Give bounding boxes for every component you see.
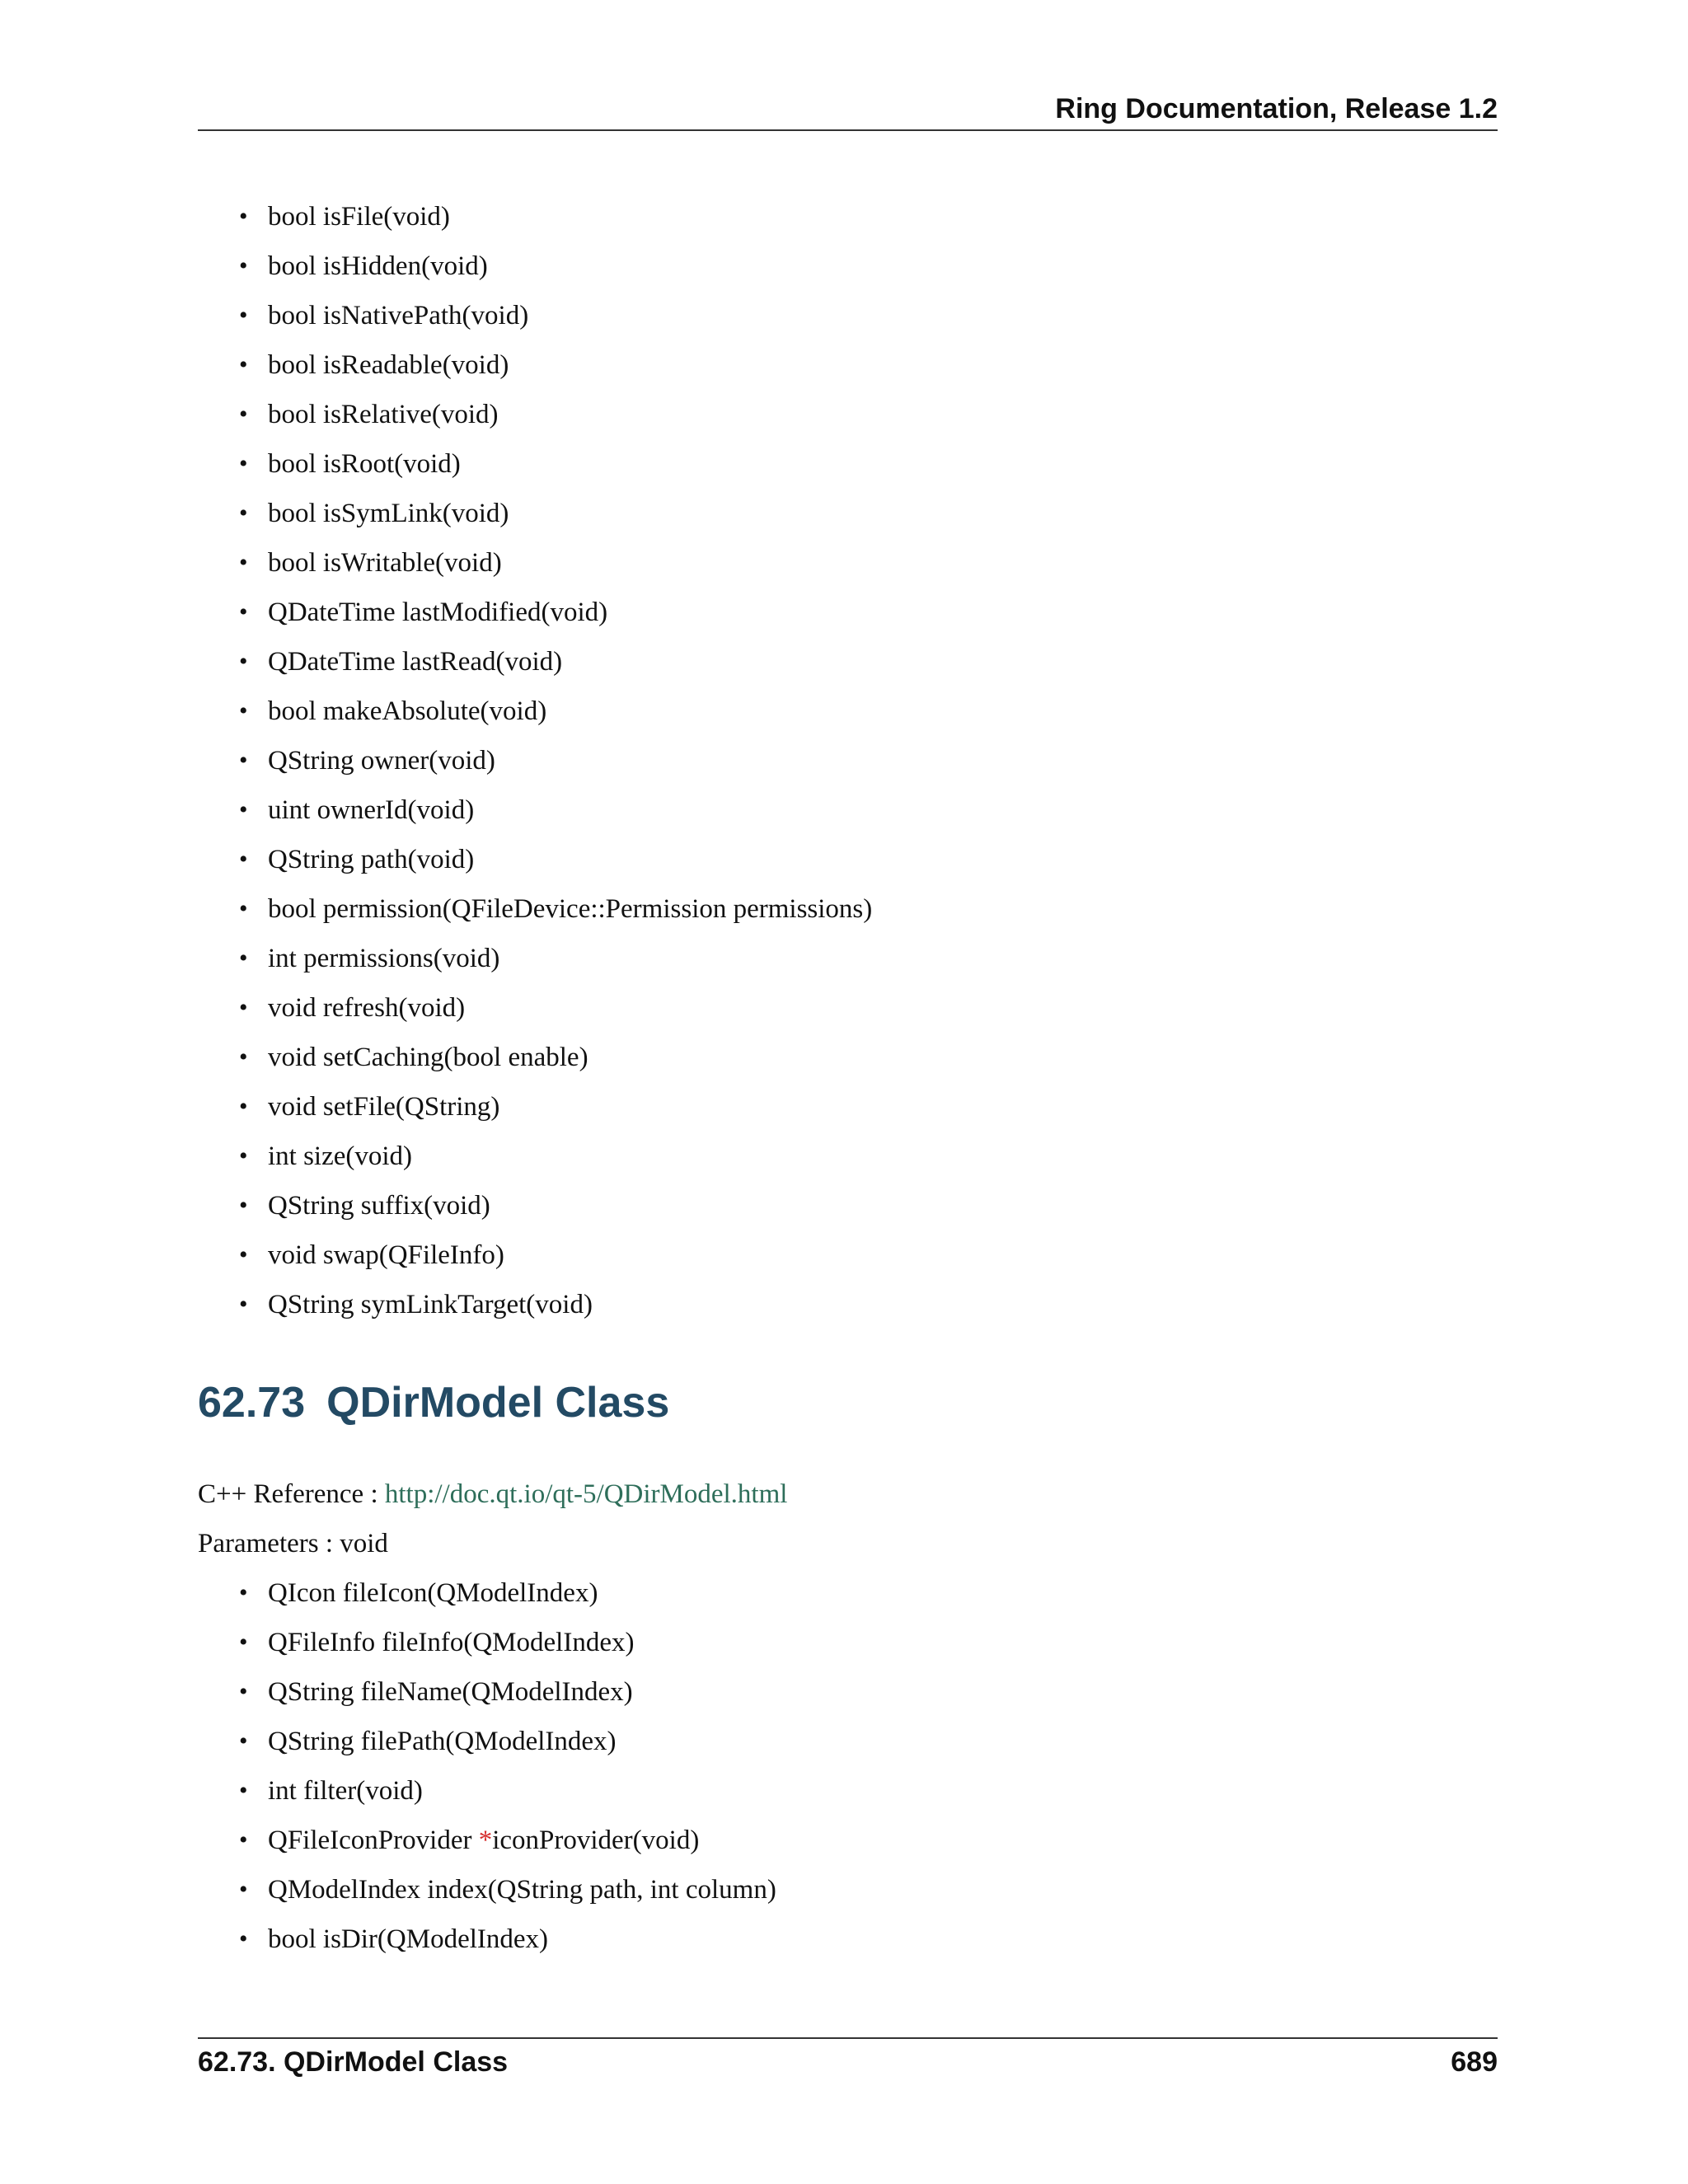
list-item (239, 489, 872, 538)
bullet-icon: • (239, 252, 248, 279)
list-item (239, 1568, 776, 1618)
bullet-icon: • (239, 450, 248, 477)
cpp-reference-label: C++ Reference : (198, 1479, 385, 1509)
list-item (239, 637, 872, 687)
list-item (239, 983, 872, 1033)
cpp-reference-link[interactable]: http://doc.qt.io/qt-5/QDirModel.html (384, 1479, 788, 1509)
bullet-icon: • (239, 697, 248, 724)
list-item (239, 291, 872, 340)
method-signature: void setFile(QString) (268, 1092, 500, 1122)
bullet-icon: • (239, 1093, 248, 1120)
method-signature: bool isNativePath(void) (268, 301, 529, 330)
bullet-icon: • (239, 1925, 248, 1952)
list-item (239, 1280, 872, 1329)
method-signature: QModelIndex index(QString path, int column) (268, 1875, 776, 1905)
bullet-icon: • (239, 302, 248, 329)
method-signature: bool permission(QFileDevice::Permission permissions) (268, 894, 873, 924)
method-signature: bool isReadable(void) (268, 350, 509, 380)
bullet-icon: • (239, 1291, 248, 1318)
bullet-icon: • (239, 1192, 248, 1219)
method-signature: bool isDir(QModelIndex) (268, 1924, 549, 1954)
list-item (239, 835, 872, 884)
bullet-icon: • (239, 1727, 248, 1755)
list-item (239, 934, 872, 983)
method-signature: void refresh(void) (268, 993, 466, 1023)
bullet-icon: • (239, 1777, 248, 1804)
bullet-icon: • (239, 1142, 248, 1169)
list-item (239, 1132, 872, 1181)
header-rule (198, 129, 1498, 131)
method-signature-prefix: QFileIconProvider (268, 1825, 479, 1855)
list-item (239, 241, 872, 291)
section-title: QDirModel Class (326, 1379, 670, 1427)
list-item (239, 1766, 776, 1816)
cpp-reference-line (198, 1469, 787, 1519)
method-signature: QIcon fileIcon(QModelIndex) (268, 1578, 598, 1608)
list-item (239, 1717, 776, 1766)
method-signature: void setCaching(bool enable) (268, 1043, 588, 1072)
method-signature: QDateTime lastModified(void) (268, 598, 608, 627)
bullet-icon: • (239, 1876, 248, 1903)
bullet-icon: • (239, 1579, 248, 1606)
list-item (239, 1618, 776, 1667)
bullet-icon: • (239, 1043, 248, 1071)
method-signature: QString path(void) (268, 845, 475, 874)
method-signature: QString suffix(void) (268, 1191, 490, 1221)
list-item (239, 1667, 776, 1717)
list-item (239, 785, 872, 835)
qfileinfo-method-list (239, 192, 872, 1329)
bullet-icon: • (239, 648, 248, 675)
bullet-icon: • (239, 994, 248, 1021)
method-signature: uint ownerId(void) (268, 795, 475, 825)
bullet-icon: • (239, 1826, 248, 1854)
method-signature: QDateTime lastRead(void) (268, 647, 563, 677)
method-signature: QFileInfo fileInfo(QModelIndex) (268, 1628, 635, 1657)
list-item (239, 1082, 872, 1132)
method-signature: QString owner(void) (268, 746, 495, 776)
bullet-icon: • (239, 895, 248, 922)
list-item (239, 687, 872, 736)
bullet-icon: • (239, 351, 248, 378)
list-item (239, 1230, 872, 1280)
bullet-icon: • (239, 846, 248, 873)
bullet-icon: • (239, 598, 248, 626)
bullet-icon: • (239, 401, 248, 428)
method-signature: int filter(void) (268, 1776, 423, 1806)
list-item (239, 1181, 872, 1230)
bullet-icon: • (239, 1678, 248, 1705)
list-item (239, 390, 872, 439)
method-signature (268, 1825, 699, 1855)
list-item (239, 192, 872, 241)
parameters-line: Parameters : void (198, 1529, 388, 1558)
list-item (239, 538, 872, 588)
list-item (239, 340, 872, 390)
list-item (239, 884, 872, 934)
list-item (239, 588, 872, 637)
running-header-title: Ring Documentation, Release 1.2 (1055, 93, 1498, 124)
method-signature: bool isFile(void) (268, 202, 450, 232)
list-item (239, 1865, 776, 1915)
footer-section-label: 62.73. QDirModel Class (198, 2046, 509, 2078)
method-signature: bool isWritable(void) (268, 548, 502, 578)
method-signature-suffix: iconProvider(void) (492, 1825, 700, 1855)
bullet-icon: • (239, 747, 248, 774)
pointer-star: * (478, 1825, 493, 1855)
method-signature: bool isSymLink(void) (268, 499, 509, 528)
bullet-icon: • (239, 944, 248, 972)
section-number: 62.73 (198, 1379, 306, 1427)
method-signature: QString filePath(QModelIndex) (268, 1727, 617, 1756)
method-signature: int size(void) (268, 1141, 413, 1171)
method-signature: void swap(QFileInfo) (268, 1240, 504, 1270)
method-signature: bool isHidden(void) (268, 251, 488, 281)
method-signature: bool makeAbsolute(void) (268, 696, 547, 726)
qdirmodel-method-list (239, 1568, 776, 1964)
method-signature: bool isRelative(void) (268, 400, 499, 429)
list-item (239, 736, 872, 785)
footer-page-number: 689 (1451, 2046, 1498, 2078)
method-signature: QString fileName(QModelIndex) (268, 1677, 633, 1707)
list-item (239, 1915, 776, 1964)
list-item (239, 1816, 776, 1865)
list-item (239, 439, 872, 489)
bullet-icon: • (239, 549, 248, 576)
list-item (239, 1033, 872, 1082)
bullet-icon: • (239, 1241, 248, 1268)
method-signature: QString symLinkTarget(void) (268, 1290, 593, 1319)
footer-rule (198, 2037, 1498, 2039)
bullet-icon: • (239, 796, 248, 823)
bullet-icon: • (239, 1629, 248, 1656)
method-signature: bool isRoot(void) (268, 449, 461, 479)
method-signature: int permissions(void) (268, 944, 500, 973)
bullet-icon: • (239, 499, 248, 527)
bullet-icon: • (239, 203, 248, 230)
section-heading (198, 1378, 669, 1427)
